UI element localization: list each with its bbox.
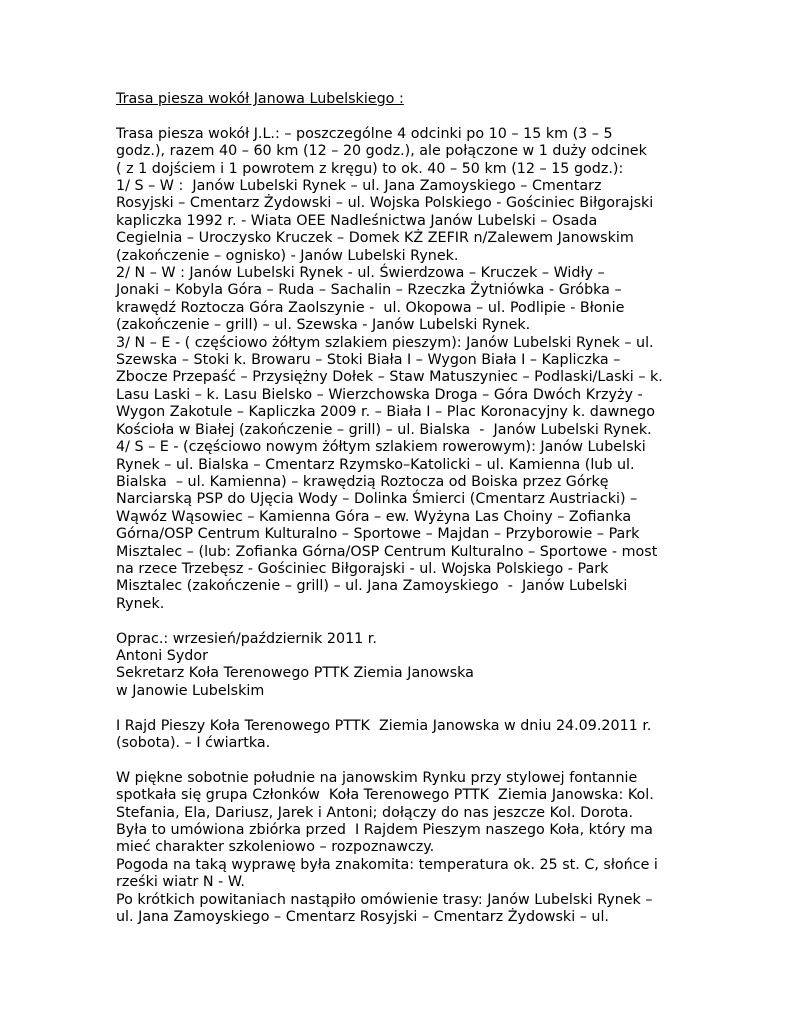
text-line: spotkała się grupa Członków Koła Terenowego PTTK Ziemia Janowska: Kol. [116,787,654,804]
text-line: Trasa piesza wokół J.L.: – poszczególne 4 odcinki po 10 – 15 km (3 – 5 [116,125,613,142]
heading-line: I Rajd Pieszy Koła Terenowego PTTK Ziemia Janowska w dniu 24.09.2011 r. [116,717,652,734]
text-line: godz.), razem 40 – 60 km (12 – 20 godz.), ale połączone w 1 duży odcinek [116,143,647,160]
text-line: ( z 1 dojściem i 1 powrotem z kręgu) to ok. 40 – 50 km (12 – 15 godz.): [116,160,624,177]
section-heading [116,718,676,753]
text-line: Zbocze Przepaść – Przysiężny Dołek – Staw Matuszyniec – Podlaski/Laski – k. [116,369,663,386]
text-line: Misztalec (zakończenie – grill) – ul. Jana Zamoyskiego - Janów Lubelski [116,578,628,595]
page-title: Trasa piesza wokół Janowa Lubelskiego : [116,91,404,107]
text-line: Jonaki – Kobyla Góra – Ruda – Sachalin – Rzeczka Żytniówka - Gróbka – [116,282,622,299]
text-line: kapliczka 1992 r. - Wiata OEE Nadleśnictwa Janów Lubelski – Osada [116,212,598,229]
text-line: mieć charakter szkoleniowo – rozpoznawczy. [116,839,435,856]
text-line: Rynek – ul. Bialska – Cmentarz Rzymsko–Katolicki – ul. Kamienna (lub ul. [116,456,635,473]
text-line: Narciarską PSP do Ujęcia Wody – Dolinka Śmierci (Cmentarz Austriacki) – [116,491,638,508]
spacer [116,700,676,717]
text-line: Górna/OSP Centrum Kulturalno – Sportowe – Majdan – Przyborowie – Park [116,526,640,543]
document-page [116,91,676,926]
text-line: Rosyjski – Cmentarz Żydowski – ul. Wojska Polskiego - Gościniec Biłgorajski [116,195,654,212]
signature-line: Sekretarz Koła Terenowego PTTK Ziemia Janowska [116,665,474,682]
text-line: Cegielnia – Uroczysko Kruczek – Domek KŻ ZEFIR n/Zalewem Janowskim [116,230,634,247]
spacer [116,752,676,769]
text-line: Lasu Laski – k. Lasu Bielsko – Wierzchowska Droga – Góra Dwóch Krzyży - [116,386,643,403]
signature-line: w Janowie Lubelskim [116,682,265,699]
text-line: 2/ N – W : Janów Lubelski Rynek - ul. Świerdzowa – Kruczek – Widły – [116,265,605,282]
text-line: Stefania, Ela, Dariusz, Jarek i Antoni; dołączy do nas jeszcze Kol. Dorota. [116,804,634,821]
text-line: 3/ N – E - ( częściowo żółtym szlakiem pieszym): Janów Lubelski Rynek – ul. [116,334,654,351]
text-line: (zakończenie – ognisko) - Janów Lubelski Rynek. [116,247,459,264]
text-line: (zakończenie – grill) – ul. Szewska - Janów Lubelski Rynek. [116,317,531,334]
heading-line: (sobota). – I ćwiartka. [116,734,271,751]
spacer [116,108,676,125]
text-line: na rzece Trzebęsz - Gościniec Biłgorajski - ul. Wojska Polskiego - Park [116,560,609,577]
signature-block [116,631,676,701]
text-line: 4/ S – E - (częściowo nowym żółtym szlakiem rowerowym): Janów Lubelski [116,439,646,456]
report-paragraph [116,770,676,927]
spacer [116,613,676,630]
text-line: Kościoła w Białej (zakończenie – grill) – ul. Bialska - Janów Lubelski Rynek. [116,421,652,438]
text-line: krawędź Roztocza Góra Zaolszynie - ul. Okopowa – ul. Podlipie - Błonie [116,299,625,316]
text-line: Bialska – ul. Kamienna) – krawędzią Roztocza od Boiska przez Górkę [116,473,609,490]
text-line: Była to umówiona zbiórka przed I Rajdem Pieszym naszego Koła, który ma [116,822,653,838]
text-line: 1/ S – W : Janów Lubelski Rynek – ul. Jana Zamoyskiego – Cmentarz [116,178,602,195]
signature-line: Antoni Sydor [116,647,209,664]
text-line: Pogoda na taką wyprawę była znakomita: temperatura ok. 25 st. C, słońce i [116,856,658,873]
signature-line: Oprac.: wrzesień/październik 2011 r. [116,630,377,647]
text-line: ul. Jana Zamoyskiego – Cmentarz Rosyjski – Cmentarz Żydowski – ul. [116,909,609,926]
text-line: Wygon Zakotule – Kapliczka 2009 r. – Biała I – Plac Koronacyjny k. dawnego [116,404,656,421]
text-line: Wąwóz Wąsowiec – Kamienna Góra – ew. Wyżyna Las Choiny – Zofianka [116,508,632,525]
route-description [116,126,676,613]
text-line: Po krótkich powitaniach nastąpiło omówienie trasy: Janów Lubelski Rynek – [116,891,653,908]
text-line: W piękne sobotnie południe na janowskim Rynku przy stylowej fontannie [116,769,638,786]
text-line: Rynek. [116,595,165,612]
text-line: Szewska – Stoki k. Browaru – Stoki Biała I – Wygon Biała I – Kapliczka – [116,352,621,369]
text-line: Misztalec – (lub: Zofianka Górna/OSP Centrum Kulturalno – Sportowe - most [116,543,658,560]
text-line: rześki wiatr N - W. [116,874,245,891]
